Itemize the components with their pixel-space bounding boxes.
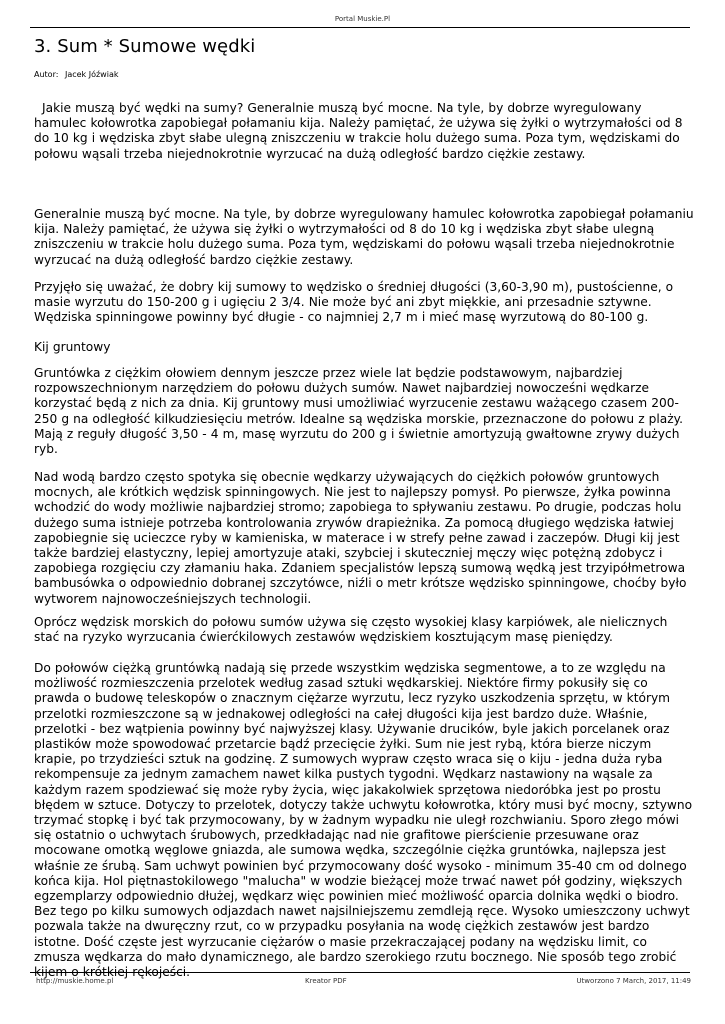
footer-url[interactable]: http://muskie.home.pl: [36, 977, 114, 985]
paragraph: Przyjęło się uważać, że dobry kij sumowy to wędzisko o średniej długości (3,60-3,90 m), pustościenne, o masie wyrzutu do 150-200 g i ugięciu 2 3/4. Nie może być ani zbyt miękkie, ani przesadnie sztywne. Wędziska spinningowe powinny być długie - co najmniej 2,7 m i mieć masę wyrzutową do 80-100 g.: [34, 280, 674, 325]
author-label: Autor:: [34, 70, 59, 79]
intro-paragraph: Jakie muszą być wędki na sumy? Generalnie muszą być mocne. Na tyle, by dobrze wyregulowany hamulec kołowrotka zapobiegał połamaniu kija. Należy pamiętać, że używa się żyłki o wytrzymałości od 8 do 10 kg i wędziska zbyt słabe ulegną zniszczeniu w trakcie holu dużego suma. Poza tym, wędziskami do połowu wąsali trzeba niejednokrotnie wyrzucać na dużą odległość bardzo ciężkie zestawy.: [34, 101, 683, 161]
page-header: Portal Muskie.Pl: [334, 15, 391, 23]
paragraph: Oprócz wędzisk morskich do połowu sumów używa się często wysokiej klasy karpiówek, ale nielicznych stać na ryzyko wyrzucania ćwierćkilowych zestawów wędziskiem kosztującym masę pieniędzy.: [34, 615, 668, 645]
footer-generator: Kreator PDF: [305, 977, 347, 985]
paragraph: Gruntówka z ciężkim ołowiem dennym jeszcze przez wiele lat będzie podstawowym, najbardziej rozpowszechnionym narzędziem do połowu dużych sumów. Nawet najbardziej nowocześni wędkarze korzystać będą z nich za dnia. Kij gruntowy musi umożliwiać wyrzucenie zestawu ważącego czasem 200-250 g na odległość kilkudziesięciu metrów. Idealne są wędziska morskie, przeznaczone do połowu z plaży. Mają z reguły długość 3,50 - 4 m, masę wyrzutu do 200 g i świetnie amortyzują gwałtowne zrywy dużych ryb.: [34, 366, 683, 457]
section-heading: Kij gruntowy: [34, 340, 111, 354]
paragraph: Nad wodą bardzo często spotyka się obecnie wędkarzy używających do ciężkich połowów gruntowych mocnych, ale krótkich wędzisk spinningowych. Nie jest to najlepszy pomysł. Po pierwsze, żyłka powinna wchodzić do wody możliwie najbardziej stromo; zapobiega to spływaniu zestawu. Po drugie, podczas holu dużego suma istnieje potrzeba kontrolowania zrywów drapieżnika. Za pomocą długiego wędziska łatwiej zapobiegnie się ucieczce ryby w kamieniska, w materace i w strefy pełne zawad i zaczepów. Długi kij jest także bardziej elastyczny, lepiej amortyzuje ataki, szybciej i skuteczniej męczy więc potężną zdobycz i zapobiega rozgięciu czy złamaniu haka. Zdaniem specjalistów lepszą sumową wędką jest trzyipółmetrowa bambusówka o odpowiednio dobranej szczytówce, niźli o metr krótsze wędzisko spinningowe, choćby było wytworem najnowocześniejszych technologii.: [34, 470, 687, 606]
paragraph: Generalnie muszą być mocne. Na tyle, by dobrze wyregulowany hamulec kołowrotka zapobiegał połamaniu kija. Należy pamiętać, że używa się żyłki o wytrzymałości od 8 do 10 kg i wędziska zbyt słabe ulegną zniszczeniu w trakcie holu dużego suma. Poza tym, wędziskami do połowu wąsali trzeba niejednokrotnie wyrzucać na dużą odległość bardzo ciężkie zestawy.: [34, 207, 694, 267]
article-title: 3. Sum * Sumowe wędki: [34, 36, 256, 57]
paragraph: Do połowów ciężką gruntówką nadają się przede wszystkim wędziska segmentowe, a to ze względu na możliwość rozmieszczenia przelotek według zasad sztuki wędkarskiej. Niektóre firmy pokusiły się co prawda o budowę teleskopów o znacznym ciężarze wyrzutu, lecz ryzyko uszkodzenia sprzętu, w którym przelotki rozmieszczone są w jednakowej odległości na całej długości kija jest bardzo duże. Właśnie, przelotki - bez wątpienia powinny być najwyższej klasy. Używanie drucików, byle jakich porcelanek oraz plastików może spowodować przetarcie bądź przecięcie żyłki. Sum nie jest rybą, która bierze niczym krapie, po trzydzieści sztuk na godzinę. Z sumowych wypraw często wraca się o kiju - jedna duża ryba rekompensuje za jednym zamachem nawet kilka pustych tygodni. Wędkarz nastawiony na wąsale za każdym razem spodziewać się może ryby życia, więc jakakolwiek sprzętowa niedoróbka jest po prostu błędem w sztuce. Dotyczy to przelotek, dotyczy także uchwytu kołowrotka, który musi być mocny, sztywno trzymać stopkę i być tak przymocowany, by w żadnym wypadku nie uległ rozchwianiu. Sporo złego mówi się ostatnio o uchwytach śrubowych, przedkładając nad nie grafitowe pierścienie przesuwane oraz mocowane omotką węglowe gniazda, ale sumowa wędka, szczególnie ciężka gruntówka, najlepsza jest właśnie ze śrubą. Sam uchwyt powinien być przymocowany dość wysoko - minimum 35-40 cm od dolnego końca kija. Hol piętnastokilowego "malucha" w wodzie bieżącej może trwać nawet pół godziny, większych egzemplarzy odpowiednio dłużej, wędkarz więc powinien mieć możliwość oparcia dolnika wędki o biodro. Bez tego po kilku sumowych odjazdach nawet najsilniejszemu zemdleją ręce. Wysoko umieszczony uchwyt pozwala także na dwuręczny rzut, co w przypadku posyłania na wodę ciężkich zestawów jest bardzo istotne. Dość częste jest wyrzucanie ciężarów o masie przekraczającej podany na wędzisku limit, co zmusza wędkarza do mało dynamicznego, ale bardzo szerokiego rzutu bocznego. Nie sposób tego zrobić kijem o krótkiej rękojeści.: [34, 661, 693, 980]
author-line: [34, 70, 118, 79]
header-divider: [30, 27, 690, 28]
footer-divider: [30, 972, 690, 973]
footer-created: Utworzono 7 March, 2017, 11:49: [576, 977, 691, 985]
author-name: Jacek Jóźwiak: [64, 70, 119, 79]
